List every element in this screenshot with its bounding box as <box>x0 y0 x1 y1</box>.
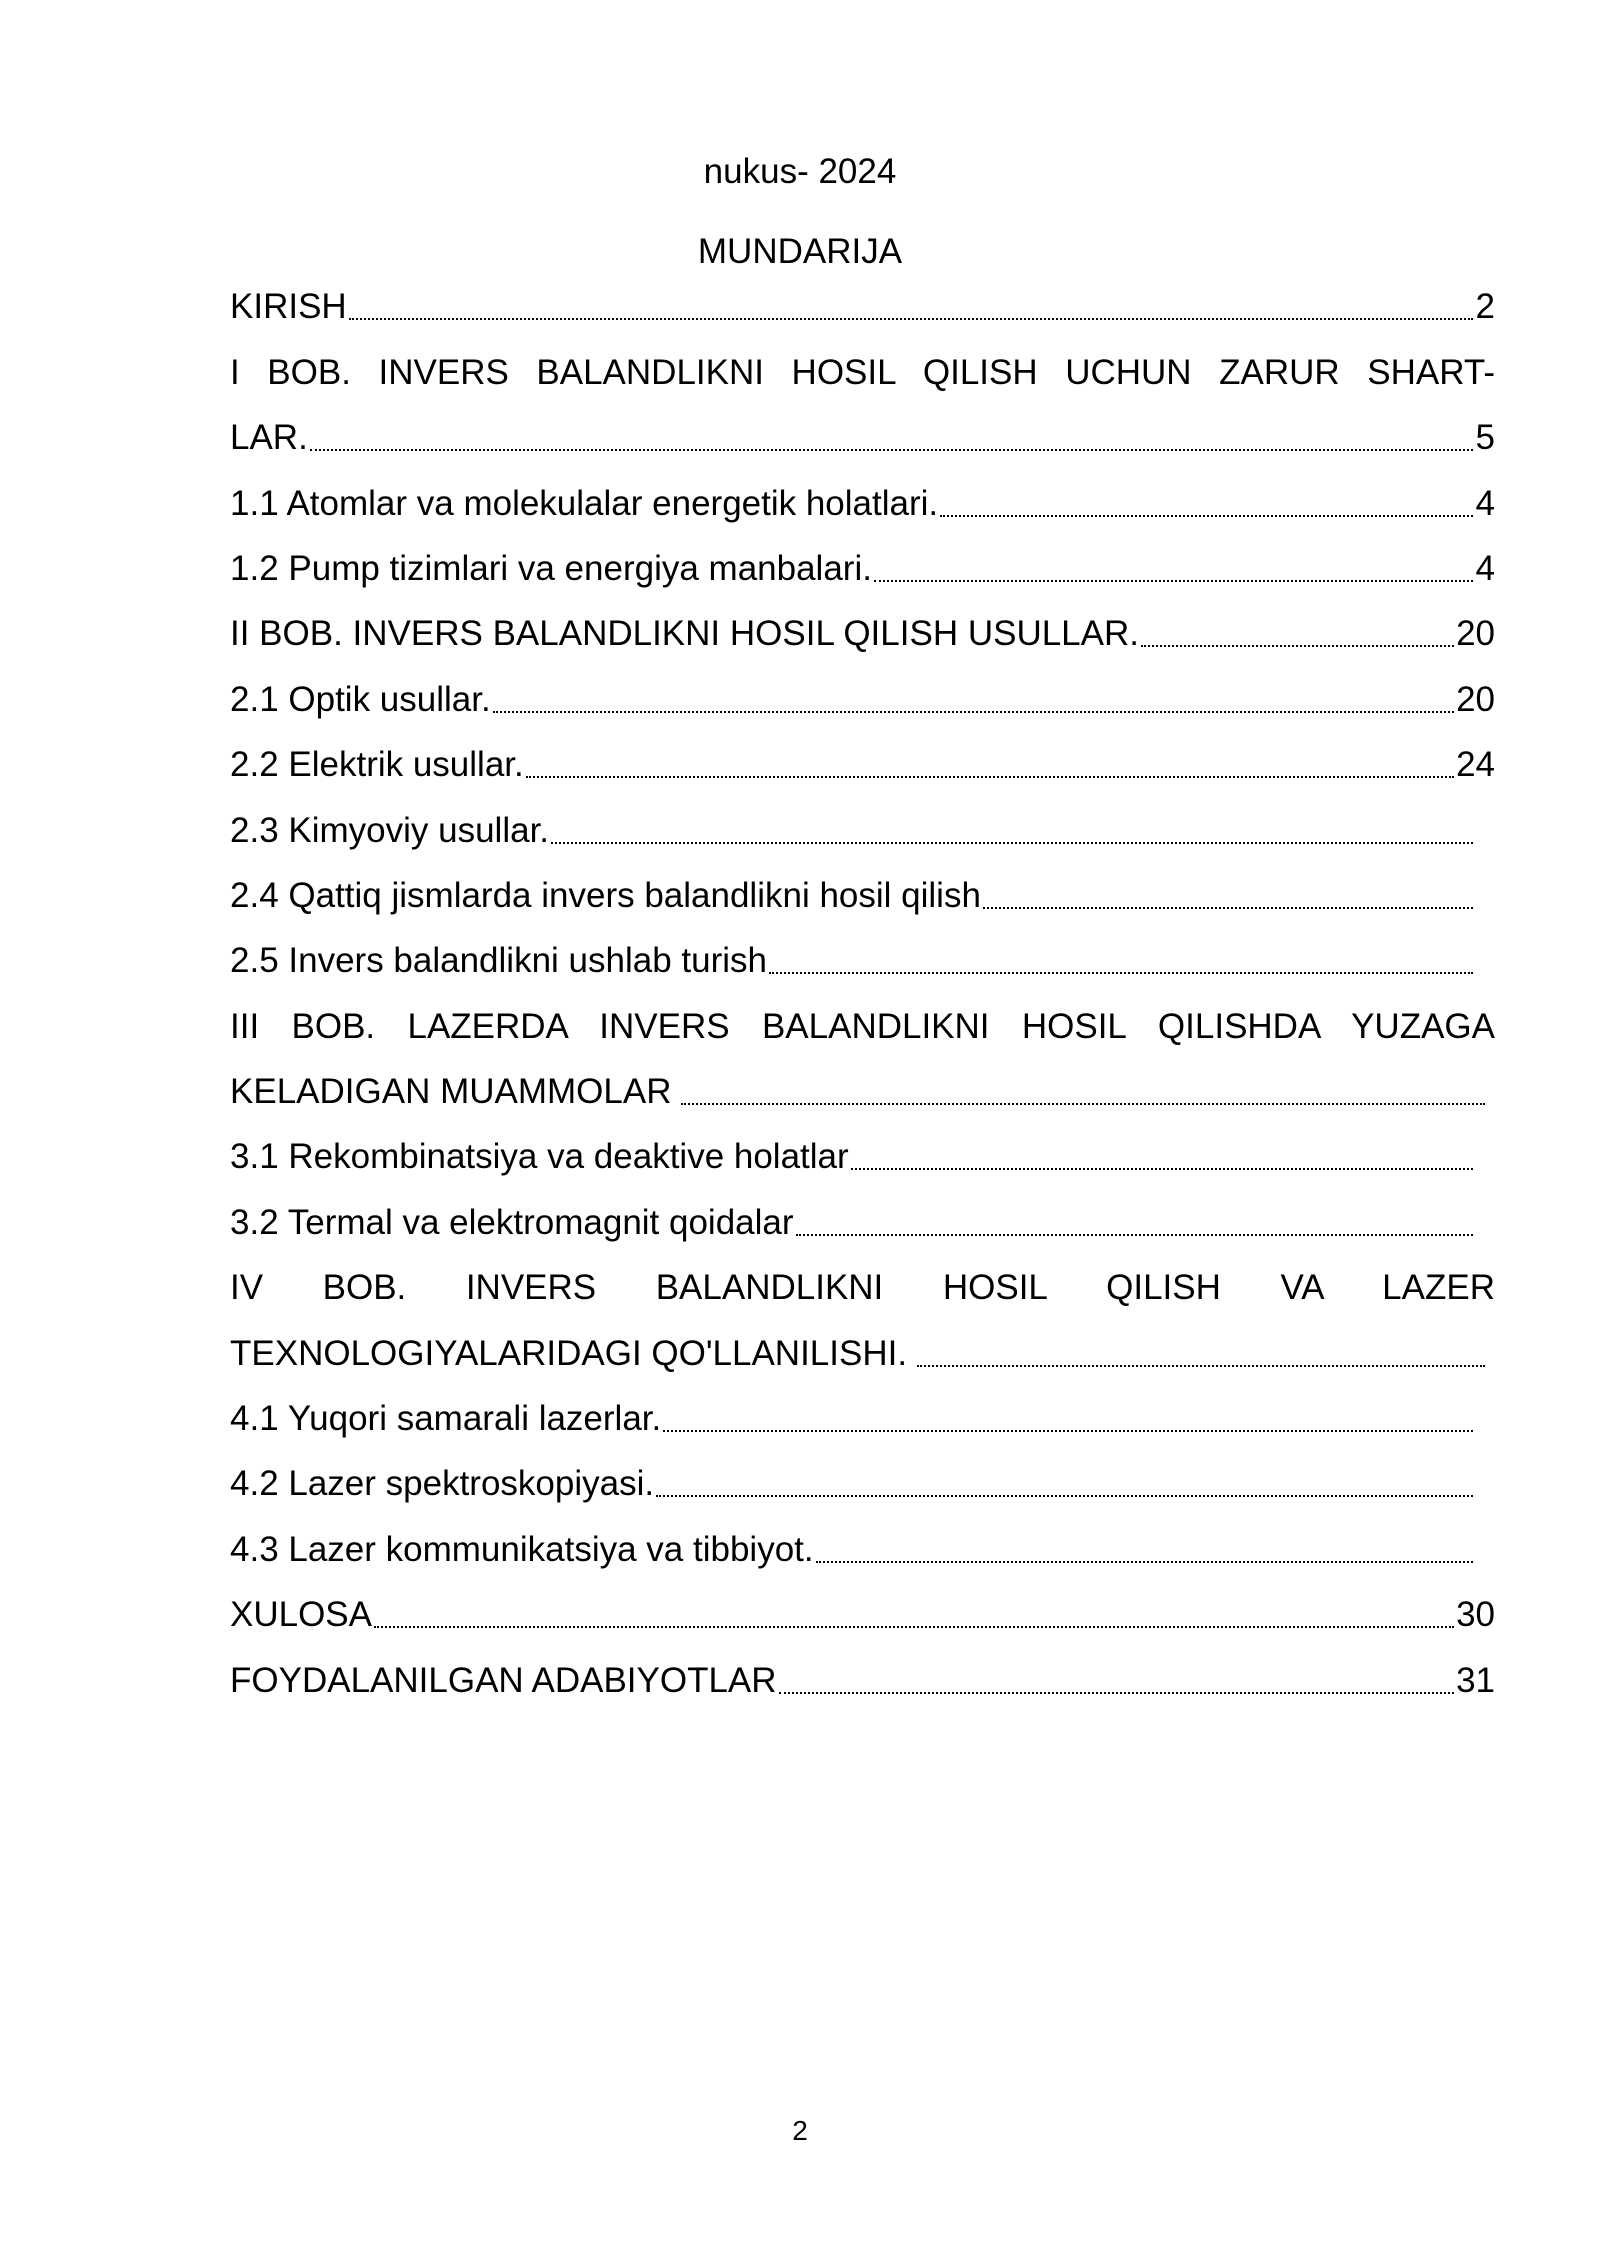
toc-entry-label: 2.3 Kimyoviy usullar. <box>230 810 550 850</box>
toc-entry-page: 5 <box>1475 418 1495 458</box>
toc-entry-xulosa <box>230 1580 1495 1645</box>
dot-leader <box>769 972 1473 974</box>
dot-leader <box>917 1365 1485 1367</box>
dot-leader <box>940 515 1473 517</box>
toc-entry-label: 1.1 Atomlar va molekulalar energetik holatlari. <box>230 483 939 523</box>
toc-entry-kirish <box>230 272 1495 337</box>
dot-leader <box>656 1495 1473 1497</box>
toc-entry-chapter-4-line-1 <box>230 1253 1495 1318</box>
toc-entry-label: FOYDALANILGAN ADABIYOTLAR <box>230 1660 777 1700</box>
toc-entry-1-2 <box>230 534 1495 599</box>
toc-entry-page: 31 <box>1456 1660 1495 1700</box>
toc-entry-page: 4 <box>1475 548 1495 588</box>
dot-leader <box>681 1103 1485 1105</box>
toc-entry-chapter-1-line-1 <box>230 337 1495 402</box>
toc-entry-2-1 <box>230 664 1495 729</box>
toc-entry-label: 2.1 Optik usullar. <box>230 679 491 719</box>
toc-entry-label: 2.5 Invers balandlikni ushlab turish <box>230 941 767 981</box>
toc-entry-1-1 <box>230 468 1495 533</box>
toc-entry-4-3 <box>230 1514 1495 1579</box>
toc-entry-label: KELADIGAN MUAMMOLAR <box>230 1072 672 1112</box>
city-year: nukus- 2024 <box>703 152 897 191</box>
toc-entry-page: 20 <box>1456 614 1495 654</box>
toc-entry-label: XULOSA <box>230 1595 372 1635</box>
toc-entry-3-2 <box>230 1187 1495 1252</box>
toc-entry-page: 30 <box>1456 1595 1495 1635</box>
toc-title: MUNDARIJA <box>697 232 903 271</box>
dot-leader <box>349 318 1473 320</box>
toc-entry-chapter-1-line-2 <box>230 403 1495 468</box>
dot-leader <box>374 1626 1454 1628</box>
toc-entry-label: 4.1 Yuqori samarali lazerlar. <box>230 1399 662 1439</box>
toc-entry-label: IV BOB. INVERS BALANDLIKNI HOSIL QILISH VA LAZER <box>230 1268 1495 1308</box>
toc-entry-adabiyotlar <box>230 1645 1495 1710</box>
toc-entry-page: 4 <box>1475 483 1495 523</box>
toc-entry-label: 3.1 Rekombinatsiya va deaktive holatlar <box>230 1137 849 1177</box>
toc-entry-label: KIRISH <box>230 287 347 327</box>
toc-entry-label: 2.2 Elektrik usullar. <box>230 745 524 785</box>
toc-entry-label: III BOB. LAZERDA INVERS BALANDLIKNI HOSIL QILISHDA YUZAGA <box>230 1006 1495 1046</box>
toc-entry-chapter-4-line-2 <box>230 1318 1495 1383</box>
dot-leader <box>310 449 1473 451</box>
toc-entry-label: 1.2 Pump tizimlari va energiya manbalari. <box>230 548 872 588</box>
dot-leader <box>983 907 1473 909</box>
toc-entry-2-5 <box>230 926 1495 991</box>
toc-entry-page: 20 <box>1456 679 1495 719</box>
toc-entry-label: 4.2 Lazer spektroskopiyasi. <box>230 1464 655 1504</box>
dot-leader <box>851 1168 1473 1170</box>
dot-leader <box>1141 645 1454 647</box>
dot-leader <box>816 1561 1473 1563</box>
toc-entry-chapter-3-line-2 <box>230 1057 1495 1122</box>
dot-leader <box>551 842 1473 844</box>
toc-entry-2-4 <box>230 861 1495 926</box>
toc-entry-label: 2.4 Qattiq jismlarda invers balandlikni hosil qilish <box>230 875 981 915</box>
dot-leader <box>874 580 1473 582</box>
table-of-contents <box>230 272 1495 1711</box>
dot-leader <box>796 1234 1473 1236</box>
dot-leader <box>663 1430 1473 1432</box>
toc-entry-label: 4.3 Lazer kommunikatsiya va tibbiyot. <box>230 1529 814 1569</box>
dot-leader <box>779 1692 1455 1694</box>
dot-leader <box>493 711 1454 713</box>
toc-entry-page: 24 <box>1456 745 1495 785</box>
toc-entry-4-2 <box>230 1449 1495 1514</box>
toc-entry-2-2 <box>230 730 1495 795</box>
toc-entry-3-1 <box>230 1122 1495 1187</box>
dot-leader <box>526 776 1454 778</box>
toc-entry-chapter-2 <box>230 599 1495 664</box>
toc-entry-chapter-3-line-1 <box>230 991 1495 1056</box>
toc-entry-label: TEXNOLOGIYALARIDAGI QO'LLANILISHI. <box>230 1333 908 1373</box>
page-number: 2 <box>792 2115 808 2146</box>
toc-entry-label: I BOB. INVERS BALANDLIKNI HOSIL QILISH UCHUN ZARUR SHART- <box>230 352 1495 392</box>
toc-entry-2-3 <box>230 795 1495 860</box>
toc-entry-page: 2 <box>1475 287 1495 327</box>
toc-entry-label: II BOB. INVERS BALANDLIKNI HOSIL QILISH USULLAR. <box>230 614 1139 654</box>
toc-entry-4-1 <box>230 1384 1495 1449</box>
toc-entry-label: 3.2 Termal va elektromagnit qoidalar <box>230 1202 794 1242</box>
toc-entry-label: LAR. <box>230 418 308 458</box>
